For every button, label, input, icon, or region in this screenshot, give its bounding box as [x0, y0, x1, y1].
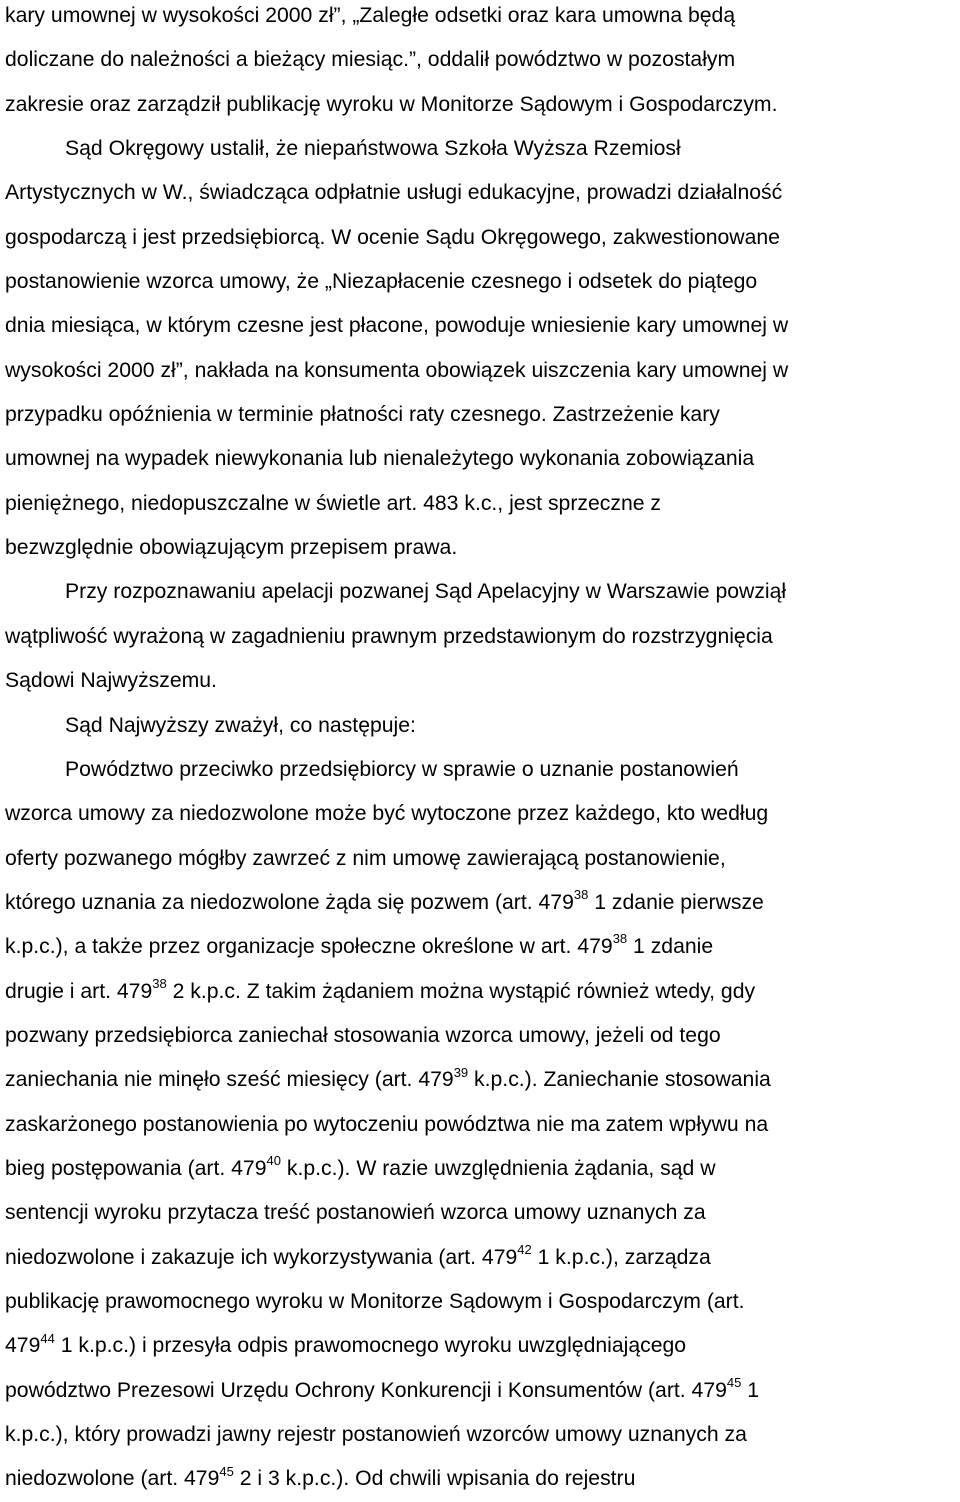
text-line: Powództwo przeciwko przedsiębiorcy w sprawie o uznanie postanowień [65, 757, 739, 781]
line-text-before: niedozwolone (art. 479 [5, 1467, 220, 1491]
line-text-before: zaniechania nie minęło sześć miesięcy (art. 479 [5, 1068, 454, 1092]
text-line: przypadku opóźnienia w terminie płatności raty czesnego. Zastrzeżenie kary [5, 403, 720, 427]
text-line [5, 1324, 955, 1368]
text-line: wątpliwość wyrażoną w zagadnieniu prawnym przedstawionym do rozstrzygnięcia [5, 624, 773, 648]
text-line: sentencji wyroku przytacza treść postanowień wzorca umowy uznanych za [5, 1201, 706, 1225]
article-superscript: 45 [726, 1374, 742, 1390]
line-text-before: bieg postępowania (art. 479 [5, 1156, 267, 1180]
text-line: dnia miesiąca, w którym czesne jest płacone, powoduje wniesienie kary umownej w [5, 314, 789, 338]
line-text-after: 1 k.p.c.) i przesyła odpis prawomocnego wyroku uwzględniającego [54, 1334, 687, 1358]
text-line: Sąd Najwyższy zważył, co następuje: [65, 713, 416, 737]
text-line: bezwzględnie obowiązującym przepisem prawa. [5, 536, 458, 560]
text-line: zaskarżonego postanowienia po wytoczeniu powództwa nie ma zatem wpływu na [5, 1112, 769, 1136]
line-text-after: 2 k.p.c. Z takim żądaniem można wystąpić również wtedy, gdy [166, 979, 756, 1003]
document-page [5, 0, 955, 1502]
line-text-after: k.p.c.). Zaniechanie stosowania [468, 1068, 771, 1092]
text-line: Sądowi Najwyższemu. [5, 669, 217, 693]
text-line: kary umownej w wysokości 2000 zł”, „Zaległe odsetki oraz kara umowna będą [5, 4, 736, 27]
line-text-after: 1 k.p.c.), zarządza [531, 1245, 711, 1269]
text-line: doliczane do należności a bieżący miesiąc.”, oddalił powództwo w pozostałym [5, 48, 736, 72]
line-text-before: k.p.c.), a także przez organizacje społeczne określone w art. 479 [5, 935, 613, 959]
line-text-after: k.p.c.). W razie uwzględnienia żądania, sąd w [280, 1156, 716, 1180]
article-superscript: 40 [266, 1153, 281, 1169]
text-line [5, 881, 955, 925]
text-line: Przy rozpoznawaniu apelacji pozwanej Sąd Apelacyjny w Warszawie powziął [65, 580, 787, 604]
text-line: wysokości 2000 zł”, nakłada na konsumenta obowiązek uiszczenia kary umownej w [5, 358, 789, 382]
text-line [5, 970, 955, 1014]
text-line: oferty pozwanego mógłby zawrzeć z nim umowę zawierającą postanowienie, [5, 846, 726, 870]
line-text-before: drugie i art. 479 [5, 979, 153, 1003]
article-superscript: 39 [453, 1064, 469, 1080]
article-superscript: 45 [219, 1463, 234, 1479]
article-superscript: 42 [517, 1241, 532, 1257]
line-text-after: 1 zdanie [627, 935, 714, 959]
text-line: Artystycznych w W., świadcząca odpłatnie usługi edukacyjne, prowadzi działalność [5, 181, 783, 205]
text-line: postanowienie wzorca umowy, że „Niezapłacenie czesnego i odsetek do piątego [5, 270, 758, 294]
line-text-after: 2 i 3 k.p.c.). Od chwili wpisania do rejestru [233, 1467, 636, 1491]
text-line: gospodarczą i jest przedsiębiorcą. W ocenie Sądu Okręgowego, zakwestionowane [5, 225, 780, 249]
text-line [5, 1369, 955, 1413]
text-line [5, 1236, 955, 1280]
text-line [5, 1058, 955, 1102]
text-line: publikację prawomocnego wyroku w Monitorze Sądowym i Gospodarczym (art. [5, 1289, 745, 1313]
text-line: wzorca umowy za niedozwolone może być wytoczone przez każdego, kto według [5, 802, 769, 826]
article-superscript: 38 [612, 931, 628, 947]
line-text-after: 1 [741, 1378, 760, 1402]
text-line [5, 1457, 955, 1501]
text-line [5, 1147, 955, 1191]
line-text-after: 1 zdanie pierwsze [588, 890, 764, 914]
article-superscript: 38 [573, 887, 589, 903]
line-text-before: którego uznania za niedozwolone żąda się pozwem (art. 479 [5, 890, 574, 914]
line-text-before: 479 [5, 1334, 41, 1358]
text-line [5, 925, 955, 969]
text-line: umownej na wypadek niewykonania lub nienależytego wykonania zobowiązania [5, 447, 755, 471]
text-line: k.p.c.), który prowadzi jawny rejestr postanowień wzorców umowy uznanych za [5, 1423, 747, 1446]
text-line: zakresie oraz zarządził publikację wyroku w Monitorze Sądowym i Gospodarczym. [5, 92, 778, 116]
text-line: pozwany przedsiębiorca zaniechał stosowania wzorca umowy, jeżeli od tego [5, 1023, 721, 1047]
article-superscript: 44 [40, 1330, 55, 1346]
line-text-before: niedozwolone i zakazuje ich wykorzystywania (art. 479 [5, 1245, 518, 1269]
article-superscript: 38 [152, 975, 167, 991]
line-text-before: powództwo Prezesowi Urzędu Ochrony Konkurencji i Konsumentów (art. 479 [5, 1378, 727, 1402]
text-line: pieniężnego, niedopuszczalne w świetle art. 483 k.c., jest sprzeczne z [5, 491, 661, 515]
text-line: Sąd Okręgowy ustalił, że niepaństwowa Szkoła Wyższa Rzemiosł [65, 137, 681, 161]
